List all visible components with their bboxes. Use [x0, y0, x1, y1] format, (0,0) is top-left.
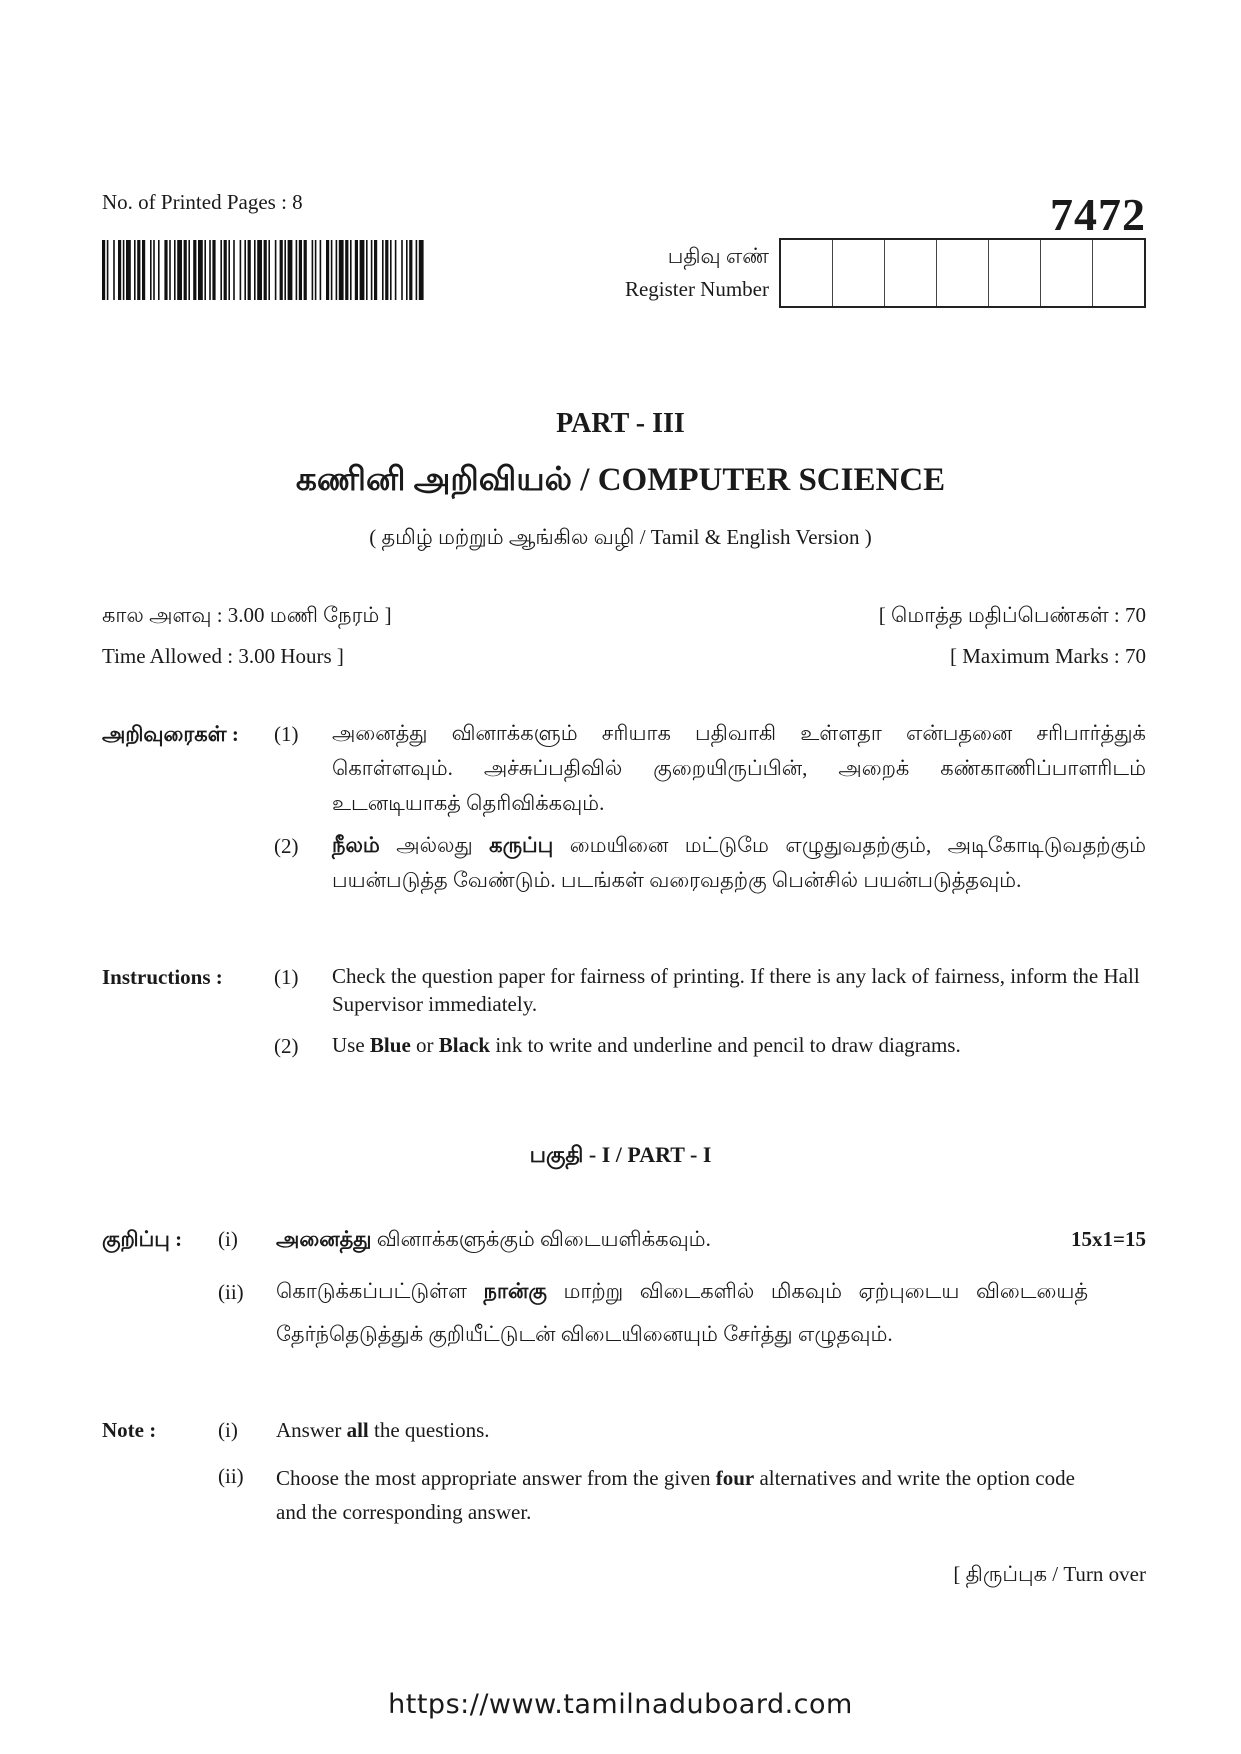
register-digit-box[interactable] [885, 240, 937, 306]
note-number: (i) [218, 1418, 238, 1442]
turn-over: [ திருப்புக / Turn over [953, 1562, 1146, 1586]
all-word-english: all [346, 1418, 369, 1442]
all-word-tamil: அனைத்து [276, 1227, 372, 1251]
note-label-english: Note : [102, 1418, 157, 1442]
blue-word-tamil: நீலம் [332, 833, 380, 857]
black-word-tamil: கருப்பு [489, 833, 554, 857]
blue-word-english: Blue [369, 1033, 411, 1057]
register-label-english: Register Number [624, 277, 769, 301]
note-label-tamil: குறிப்பு : [102, 1227, 183, 1251]
maximum-marks-english: [ Maximum Marks : 70 [950, 644, 1146, 668]
black-word-english: Black [438, 1033, 491, 1057]
instruction-text-tamil-1: அனைத்து வினாக்களும் சரியாக பதிவாகி உள்ளதா என்பதனை சரிபார்த்துக் கொள்ளவும். அச்சுப்பதிவில் குறையிருப்பின், அறைக் கண்காணிப்பாளரிடம் உடனடியாகத் தெரிவிக்கவும். [332, 721, 1146, 815]
note-number: (i) [218, 1227, 238, 1251]
instruction-text-english-2 [332, 1031, 1146, 1059]
register-digit-box[interactable] [937, 240, 989, 306]
register-digit-box[interactable] [781, 240, 833, 306]
text-fragment: the questions. [368, 1418, 490, 1442]
paper-code: 7472 [1050, 189, 1146, 240]
text-fragment: Use [332, 1033, 370, 1057]
register-digit-box[interactable] [833, 240, 885, 306]
register-digit-box[interactable] [989, 240, 1041, 306]
text-fragment: மாற்று விடைகளில் மிகவும் ஏற்புடைய விடையைத் தேர்ந்தெடுத்துக் குறியீட்டுடன் விடையினையும் சேர்த்து எழுதவும். [276, 1279, 1088, 1346]
text-fragment: Choose the most appropriate answer from the given [276, 1466, 716, 1490]
note-text-tamil-1 [276, 1227, 711, 1254]
note-text-english-1 [276, 1418, 490, 1443]
part-title: PART - III [556, 408, 685, 439]
website-url[interactable]: https://www.tamilnaduboard.com [388, 1689, 853, 1720]
barcode [102, 240, 424, 300]
text-fragment: Answer [276, 1418, 347, 1442]
text-fragment: மையினை மட்டுமே எழுதுவதற்கும், அடிகோடிடுவதற்கும் பயன்படுத்த வேண்டும். படங்கள் வரைவதற்கு பென்சில் பயன்படுத்தவும். [332, 833, 1146, 892]
subject-title: கணினி அறிவியல் / COMPUTER SCIENCE [295, 462, 946, 498]
register-number-labels [625, 240, 769, 306]
note-text-tamil-2 [276, 1270, 1088, 1356]
printed-pages: No. of Printed Pages : 8 [102, 190, 303, 214]
text-fragment: or [410, 1033, 439, 1057]
instruction-number: (2) [274, 1034, 299, 1058]
section-score: 15x1=15 [1071, 1227, 1146, 1251]
note-number: (ii) [218, 1280, 244, 1304]
instruction-text-english-1: Check the question paper for fairness of printing. If there is any lack of fairness, inform the Hall Supervisor immediately. [332, 964, 1140, 1016]
text-fragment: அல்லது [379, 833, 490, 857]
instruction-number: (1) [274, 965, 299, 989]
section-heading: பகுதி - I / PART - I [529, 1142, 712, 1167]
register-number-boxes [779, 238, 1146, 308]
instructions-label-english: Instructions : [102, 965, 223, 989]
register-digit-box[interactable] [1093, 240, 1144, 306]
time-allowed-tamil: கால அளவு : 3.00 மணி நேரம் ] [102, 603, 392, 627]
register-label-tamil: பதிவு எண் [667, 244, 769, 268]
four-word-tamil: நான்கு [483, 1279, 547, 1303]
instruction-number: (1) [274, 722, 299, 746]
instruction-text-tamil-2 [332, 828, 1146, 898]
register-digit-box[interactable] [1041, 240, 1093, 306]
instruction-number: (2) [274, 834, 299, 858]
four-word-english: four [715, 1466, 755, 1490]
version-line: ( தமிழ் மற்றும் ஆங்கில வழி / Tamil & English Version ) [369, 525, 872, 549]
text-fragment: ink to write and underline and pencil to draw diagrams. [490, 1033, 961, 1057]
text-fragment: வினாக்களுக்கும் விடையளிக்கவும். [371, 1227, 711, 1251]
note-number: (ii) [218, 1464, 244, 1488]
time-allowed-english: Time Allowed : 3.00 Hours ] [102, 644, 344, 668]
text-fragment: கொடுக்கப்பட்டுள்ள [276, 1279, 484, 1303]
maximum-marks-tamil: [ மொத்த மதிப்பெண்கள் : 70 [878, 603, 1146, 627]
text-fragment: alternatives and write the option code and the corresponding answer. [276, 1466, 1075, 1524]
instructions-label-tamil: அறிவுரைகள் : [102, 722, 239, 746]
note-text-english-2 [276, 1461, 1096, 1529]
